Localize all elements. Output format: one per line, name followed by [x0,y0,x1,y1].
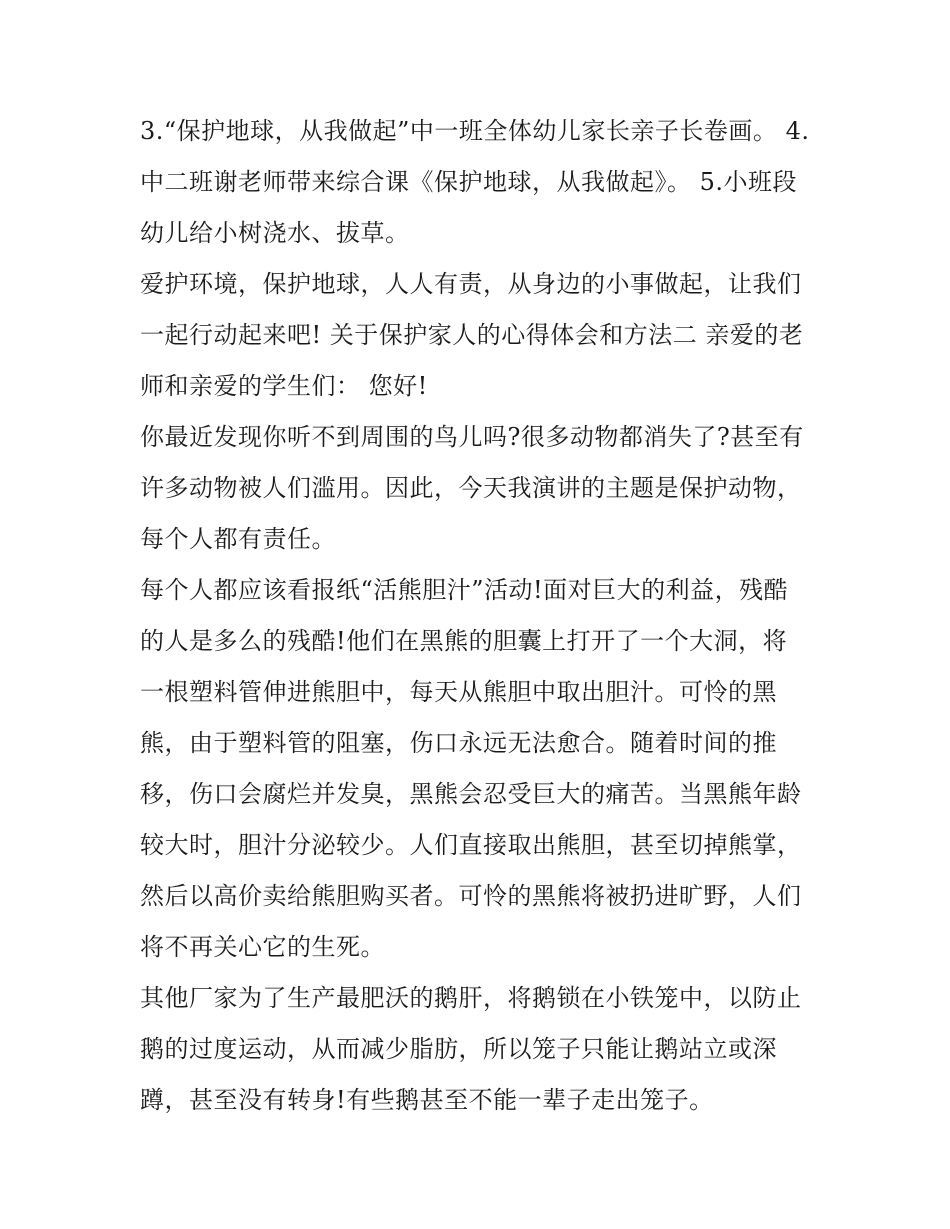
text-line: 蹲，甚至没有转身!有些鹅甚至不能一辈子走出笼子。 [140,1086,714,1114]
text-line: 幼儿给小树浇水、拔草。 [140,219,410,247]
text-line: 3.“保护地球，从我做起”中一班全体幼儿家长亲子长卷画。 4. [140,117,810,145]
text-line: 每个人都有责任。 [140,525,336,553]
text-line: 其他厂家为了生产最肥沃的鹅肝，将鹅锁在小铁笼中，以防止 [140,984,802,1012]
text-line: 每个人都应该看报纸“活熊胆汁”活动!面对巨大的利益，残酷 [140,576,789,604]
text-line: 鹅的过度运动，从而减少脂肪，所以笼子只能让鹅站立或深 [140,1035,777,1063]
text-line: 一起行动起来吧! 关于保护家人的心得体会和方法二 亲爱的老 [140,321,804,349]
document-body [140,106,820,1126]
text-line: 中二班谢老师带来综合课《保护地球，从我做起》。 5.小班段 [140,168,798,196]
text-line: 师和亲爱的学生们： 您好! [140,372,428,400]
text-line: 许多动物被人们滥用。因此，今天我演讲的主题是保护动物， [140,474,802,502]
text-line: 爱护环境，保护地球，人人有责，从身边的小事做起，让我们 [140,270,802,298]
text-line: 熊，由于塑料管的阻塞，伤口永远无法愈合。随着时间的推 [140,729,777,757]
text-line: 然后以高价卖给熊胆购买者。可怜的黑熊将被扔进旷野，人们 [140,882,802,910]
text-line: 的人是多么的残酷!他们在黑熊的胆囊上打开了一个大洞，将 [140,627,788,655]
text-line: 你最近发现你听不到周围的鸟儿吗?很多动物都消失了?甚至有 [140,423,804,451]
text-line: 移，伤口会腐烂并发臭，黑熊会忍受巨大的痛苦。当黑熊年龄 [140,780,802,808]
text-line: 将不再关心它的生死。 [140,933,385,961]
text-line: 较大时，胆汁分泌较少。人们直接取出熊胆，甚至切掉熊掌， [140,831,802,859]
text-line: 一根塑料管伸进熊胆中，每天从熊胆中取出胆汁。可怜的黑 [140,678,777,706]
